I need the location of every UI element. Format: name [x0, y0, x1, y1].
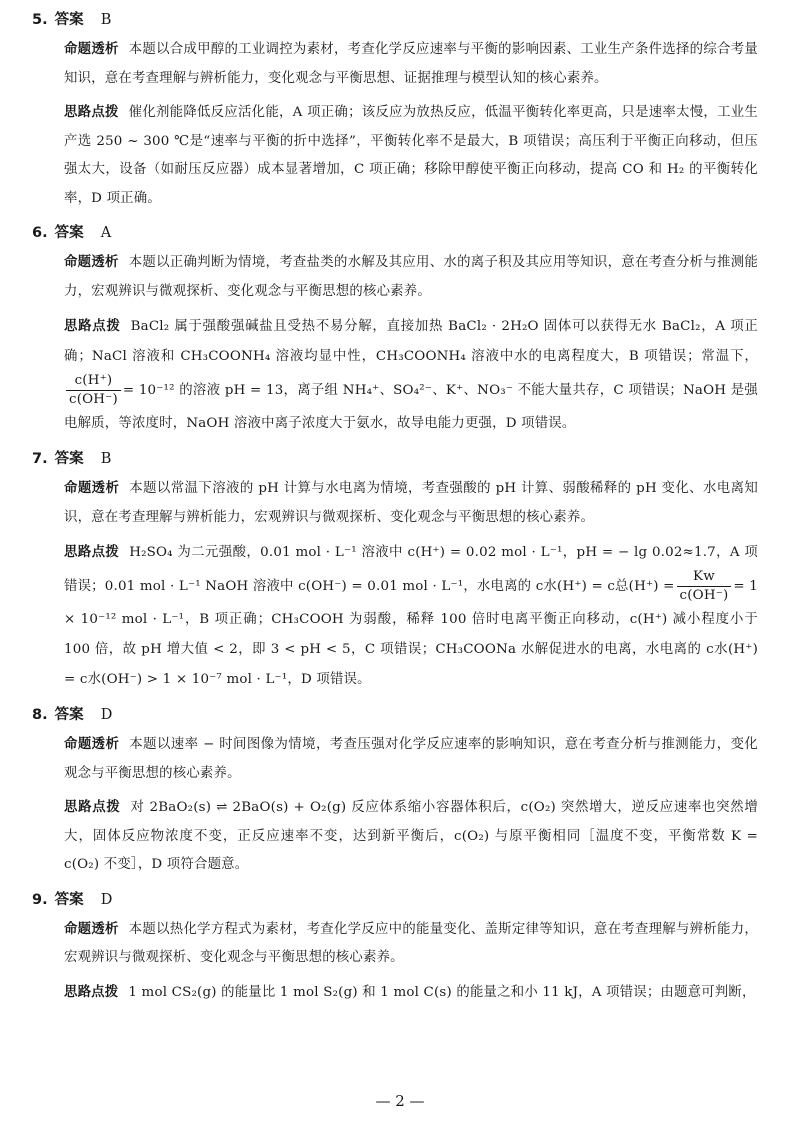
- analysis-text: 本题以正确判断为情境，考查盐类的水解及其应用、水的离子积及其应用等知识，意在考查分析与推测能力，宏观辨识与微观探析、变化观念与平衡思想的核心素养。: [64, 255, 758, 299]
- analysis-label: 命题透析: [64, 737, 120, 752]
- hint-paragraph: [64, 99, 758, 213]
- analysis-paragraph: [64, 916, 758, 973]
- analysis-label: 命题透析: [64, 255, 119, 270]
- analysis-text: 本题以速率 − 时间图像为情境，考查压强对化学反应速率的影响知识，意在考查分析与推测能力，变化观念与平衡思想的核心素养。: [64, 737, 758, 781]
- hint-text: 1 mol CS₂(g) 的能量比 1 mol S₂(g) 和 1 mol C(s) 的能量之和小 11 kJ，A 项错误；由题意可判断，: [128, 984, 756, 1000]
- answer-heading: [32, 701, 758, 729]
- question-8: [32, 701, 758, 880]
- fraction-expression: [66, 372, 121, 409]
- analysis-paragraph: [64, 36, 758, 93]
- answer-value: A: [100, 225, 112, 241]
- analysis-paragraph: [64, 475, 758, 532]
- analysis-label: 命题透析: [64, 42, 119, 57]
- fraction-denominator: c(OH⁻): [679, 588, 729, 603]
- answer-heading: [32, 886, 758, 914]
- hint-paragraph: [64, 794, 758, 880]
- hint-text: 催化剂能降低反应活化能，A 项正确；该反应为放热反应，低温平衡转化率更高，只是速率太慢，工业生产选 250 ~ 300 ℃是“速率与平衡的折中选择”，平衡转化率不是最大，B 项错误；高压利于平衡正向移动，但压强太大，设备（如耐压反应器）成本显著增加，C 项正确；移除甲醇使平衡正向移动，提高 CO 和 H₂ 的平衡转化率，D 项正确。: [64, 105, 758, 206]
- hint-paragraph: [64, 979, 758, 1008]
- analysis-paragraph: [64, 731, 758, 788]
- analysis-paragraph: [64, 249, 758, 306]
- question-6: [32, 219, 758, 439]
- analysis-text: 本题以热化学方程式为素材，考查化学反应中的能量变化、盖斯定律等知识，意在考查理解与辨析能力，宏观辨识与微观探析、变化观念与平衡思想的核心素养。: [64, 921, 758, 965]
- page-number: — 2 —: [375, 1092, 425, 1110]
- hint-paragraph: [64, 538, 758, 695]
- answer-value: B: [100, 12, 112, 28]
- hint-label: 思路点拨: [64, 984, 119, 1000]
- question-number: 6.: [32, 225, 48, 241]
- fraction-expression: [677, 568, 732, 605]
- hint-label: 思路点拨: [64, 319, 121, 334]
- question-number: 7.: [32, 451, 48, 467]
- hint-paragraph: [64, 312, 758, 439]
- answer-value: D: [100, 707, 113, 723]
- question-number: 9.: [32, 891, 48, 908]
- answer-value: D: [100, 891, 113, 908]
- answer-heading: [32, 6, 758, 34]
- question-7: [32, 445, 758, 695]
- hint-label: 思路点拨: [64, 545, 120, 560]
- analysis-label: 命题透析: [64, 481, 120, 496]
- analysis-text: 本题以常温下溶液的 pH 计算与水电离为情境，考查强酸的 pH 计算、弱酸稀释的 pH 变化、水电离知识，意在考查理解与辨析能力，宏观辨识与微观探析、变化观念与平衡思想的核心素养。: [64, 481, 758, 525]
- answer-heading: [32, 445, 758, 473]
- analysis-label: 命题透析: [64, 921, 119, 937]
- hint-text-part-2: = 10⁻¹² 的溶液 pH = 13，离子组 NH₄⁺、SO₄²⁻、K⁺、NO₃⁻ 不能大量共存，C 项错误；NaOH 是强电解质，等浓度时，NaOH 溶液中离子浓度大于氨水，故导电能力更强，D 项错误。: [64, 383, 758, 431]
- hint-label: 思路点拨: [64, 800, 121, 815]
- hint-text-part-1: BaCl₂ 属于强酸强碱盐且受热不易分解，直接加热 BaCl₂ · 2H₂O 固体可以获得无水 BaCl₂，A 项正确；NaCl 溶液和 CH₃COONH₄ 溶液均显中性，CH₃COONH₄ 溶液中水的电离程度大，B 项错误；常温下，: [64, 319, 758, 364]
- answer-label: 答案: [54, 891, 84, 908]
- answer-label: 答案: [54, 451, 84, 467]
- fraction-denominator: c(OH⁻): [69, 392, 118, 407]
- answer-label: 答案: [54, 225, 84, 241]
- question-number: 8.: [32, 707, 48, 723]
- analysis-text: 本题以合成甲醇的工业调控为素材，考查化学反应速率与平衡的影响因素、工业生产条件选择的综合考量知识，意在考查理解与辨析能力，变化观念与平衡思想、证据推理与模型认知的核心素养。: [64, 42, 758, 86]
- hint-text: 对 2BaO₂(s) ⇌ 2BaO(s) + O₂(g) 反应体系缩小容器体积后，c(O₂) 突然增大，逆反应速率也突然增大，固体反应物浓度不变，正反应速率不变，达到新平衡后，c(O₂) 与原平衡相同［温度不变，平衡常数 K = c(O₂) 不变］，D 项符合题意。: [64, 800, 758, 872]
- question-5: [32, 6, 758, 213]
- question-number: 5.: [32, 12, 48, 28]
- answer-value: B: [100, 451, 112, 467]
- hint-text-part-2: = 1 × 10⁻¹² mol · L⁻¹，B 项正确；CH₃COOH 为弱酸，稀释 100 倍时电离平衡正向移动，c(H⁺) 减小程度小于 100 倍，故 pH 增大值 < 2，即 3 < pH < 5，C 项错误；CH₃COONa 水解促进水的电离，水电离的 c水(H⁺) = c水(OH⁻) > 1 × 10⁻⁷ mol · L⁻¹，D 项错误。: [64, 579, 758, 687]
- hint-label: 思路点拨: [64, 105, 119, 120]
- fraction-numerator: c(H⁺): [66, 372, 121, 391]
- answer-label: 答案: [54, 12, 84, 28]
- question-9: [32, 886, 758, 1008]
- fraction-numerator: Kw: [677, 568, 732, 587]
- answer-heading: [32, 219, 758, 247]
- answer-label: 答案: [54, 707, 84, 723]
- hint-text-part-1: H₂SO₄ 为二元强酸，0.01 mol · L⁻¹ 溶液中 c(H⁺) = 0.02 mol · L⁻¹，pH = − lg 0.02≈1.7，A 项错误；0.01 mol · L⁻¹ NaOH 溶液中 c(OH⁻) = 0.01 mol · L⁻¹，水电离的 c水(H⁺) = c总(H⁺) =: [64, 545, 758, 594]
